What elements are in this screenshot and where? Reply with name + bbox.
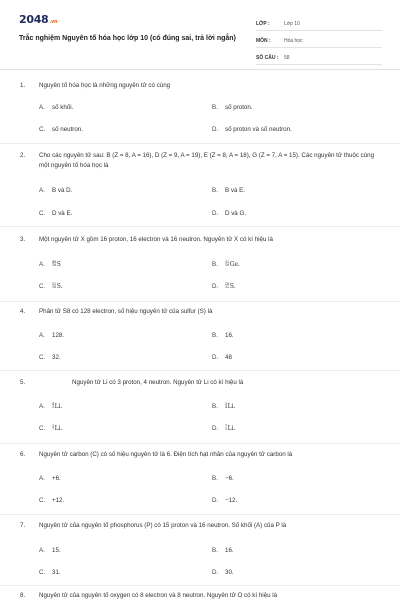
option-letter: D. — [212, 568, 219, 576]
option-c[interactable] — [39, 208, 72, 218]
option-letter: B. — [212, 186, 218, 194]
option-b[interactable] — [212, 473, 234, 483]
option-b[interactable] — [212, 185, 245, 195]
option-letter: A. — [39, 186, 45, 194]
question-divider — [0, 370, 400, 371]
element-symbol: Li. — [227, 424, 236, 432]
option-letter: C. — [39, 424, 46, 432]
option-letter: D. — [212, 282, 219, 290]
option-text: 15. — [52, 546, 61, 554]
question-number: 6. — [20, 451, 26, 458]
option-a[interactable] — [39, 401, 62, 411]
option-d[interactable] — [212, 495, 237, 505]
option-letter: A. — [39, 103, 45, 111]
option-c[interactable] — [39, 124, 83, 134]
meta-key: SỐ CÂU : — [256, 55, 279, 61]
option-text: số proton và số neutron. — [225, 125, 292, 133]
option-letter: D. — [212, 353, 219, 361]
option-text: 31. — [52, 568, 61, 576]
mass-number: 3 — [225, 401, 228, 406]
element-symbol: Li. — [54, 402, 63, 410]
question-number: 1. — [20, 82, 26, 89]
option-d[interactable] — [212, 352, 232, 362]
mass-number: 48 — [52, 259, 57, 264]
option-letter: B. — [212, 402, 218, 410]
meta-row-count — [256, 48, 382, 65]
mass-number: 32 — [52, 281, 57, 286]
question-7 — [20, 521, 385, 531]
atomic-number: 16 — [225, 263, 230, 267]
option-a[interactable] — [39, 259, 61, 269]
meta-row-class — [256, 14, 382, 31]
option-d[interactable] — [212, 281, 236, 291]
atomic-number: 16 — [52, 285, 57, 289]
atomic-number: 4 — [225, 405, 228, 409]
question-divider — [0, 514, 400, 515]
option-d[interactable] — [212, 208, 246, 218]
question-text: Phân tử S8 có 128 electron, số hiệu nguyên tử của sulfur (S) là — [39, 308, 213, 315]
question-5 — [20, 378, 385, 388]
option-letter: D. — [212, 496, 219, 504]
option-letter: C. — [39, 496, 46, 504]
question-text: Cho các nguyên tử sau: B (Z = 8, A = 16), D (Z = 9, A = 19), E (Z = 8, A = 18), G (Z = 7, A = 15). Các nguyên tử thuộc cùng một nguyên tố hóa học là — [39, 152, 375, 169]
option-text: 48 — [225, 353, 232, 361]
question-2 — [20, 151, 385, 171]
question-number: 8. — [20, 592, 26, 599]
meta-key: LỚP : — [256, 21, 270, 27]
question-number: 4. — [20, 308, 26, 315]
question-number: 7. — [20, 522, 26, 529]
question-text: Nguyên tố hóa học là những nguyên tử có cùng — [39, 82, 171, 89]
element-symbol: Li. — [227, 402, 236, 410]
option-text: số neutron. — [52, 125, 83, 133]
meta-value: Lớp 10 — [284, 21, 300, 27]
element-symbol: Li. — [54, 424, 63, 432]
option-b[interactable] — [212, 545, 234, 555]
option-letter: C. — [39, 282, 46, 290]
option-letter: B. — [212, 546, 218, 554]
nuclide-indices — [225, 261, 229, 268]
nuclide-indices — [52, 283, 56, 290]
document-header — [0, 0, 400, 68]
mass-number: 16 — [225, 281, 230, 286]
option-d[interactable] — [212, 124, 292, 134]
site-logo[interactable] — [19, 13, 57, 26]
option-c[interactable] — [39, 567, 61, 577]
option-letter: D. — [212, 424, 219, 432]
atomic-number: 3 — [225, 427, 228, 431]
option-letter: A. — [39, 474, 45, 482]
question-number: 2. — [20, 152, 26, 159]
option-d[interactable] — [212, 423, 235, 433]
question-3 — [20, 235, 385, 245]
nuclide-symbol — [52, 425, 62, 432]
option-letter: A. — [39, 331, 45, 339]
option-letter: C. — [39, 125, 46, 133]
question-text: Nguyên tử carbon (C) có số hiệu nguyên tử là 6. Điện tích hạt nhân của nguyên tử carbon là — [39, 451, 293, 458]
question-4 — [20, 307, 385, 317]
option-a[interactable] — [39, 185, 72, 195]
option-text: +12. — [52, 496, 65, 504]
option-d[interactable] — [212, 567, 234, 577]
option-letter: B. — [212, 103, 218, 111]
option-text: −12. — [225, 496, 238, 504]
question-number: 5. — [20, 379, 26, 386]
element-symbol: S — [56, 260, 61, 268]
question-divider — [0, 585, 400, 586]
question-text: Nguyên tử của nguyên tố phosphorus (P) có 15 proton và 16 neutron. Số khối (A) của P là — [39, 522, 287, 529]
option-c[interactable] — [39, 423, 62, 433]
option-letter: D. — [212, 125, 219, 133]
option-a[interactable] — [39, 330, 64, 340]
option-a[interactable] — [39, 545, 61, 555]
question-text: Nguyên tử Li có 3 proton, 4 neutron. Nguyên tử Li có kí hiệu là — [72, 379, 244, 386]
question-text: Một nguyên tử X gồm 16 proton, 16 electron và 16 neutron. Nguyên tử X có kí hiệu là — [39, 236, 273, 243]
meta-key: MÔN : — [256, 38, 271, 44]
option-letter: B. — [212, 260, 218, 268]
logo-text: 2048 — [19, 13, 49, 26]
option-text: D và E. — [52, 209, 73, 217]
option-letter: C. — [39, 209, 46, 217]
option-text: 16. — [225, 331, 234, 339]
option-text: B và D. — [52, 186, 73, 194]
nuclide-symbol — [225, 425, 235, 432]
option-text: D và G. — [225, 209, 246, 217]
option-text: +6. — [52, 474, 61, 482]
question-divider — [0, 301, 400, 302]
header-divider — [0, 69, 400, 70]
option-text: B và E. — [225, 186, 245, 194]
nuclide-symbol — [52, 261, 61, 268]
question-divider — [0, 143, 400, 144]
option-letter: A. — [39, 546, 45, 554]
atomic-number: 32 — [225, 285, 230, 289]
question-8 — [20, 591, 385, 600]
question-divider — [0, 443, 400, 444]
option-letter: A. — [39, 402, 45, 410]
option-c[interactable] — [39, 495, 64, 505]
option-text: số proton. — [225, 103, 253, 111]
option-text: 128. — [52, 331, 65, 339]
meta-info — [256, 14, 382, 65]
nuclide-symbol — [52, 403, 62, 410]
option-c[interactable] — [39, 281, 63, 291]
option-a[interactable] — [39, 102, 73, 112]
option-letter: D. — [212, 209, 219, 217]
meta-value: Hóa học — [284, 38, 303, 44]
option-b[interactable] — [212, 102, 253, 112]
question-number: 3. — [20, 236, 26, 243]
mass-number: 7 — [225, 423, 228, 428]
question-text: Nguyên tử của nguyên tố oxygen có 8 electron và 8 neutron. Nguyên tử O có kí hiệu là — [39, 592, 278, 599]
option-letter: B. — [212, 331, 218, 339]
option-letter: C. — [39, 353, 46, 361]
question-1 — [20, 81, 385, 91]
mass-number: 32 — [225, 259, 230, 264]
element-symbol: Ge. — [229, 260, 240, 268]
option-b[interactable] — [212, 259, 240, 269]
mass-number: 4 — [52, 401, 55, 406]
logo-suffix: .vn — [49, 19, 58, 25]
question-6 — [20, 450, 385, 460]
nuclide-symbol — [52, 283, 63, 290]
option-b[interactable] — [212, 330, 234, 340]
nuclide-symbol — [225, 403, 235, 410]
nuclide-symbol — [225, 261, 240, 268]
option-text: −6. — [225, 474, 234, 482]
atomic-number: 16 — [52, 263, 57, 267]
page-title: Trắc nghiệm Nguyên tố hóa học lớp 10 (có đúng sai, trả lời ngắn) — [19, 35, 236, 42]
mass-number: 3 — [52, 423, 55, 428]
option-a[interactable] — [39, 473, 61, 483]
element-symbol: S. — [56, 282, 63, 290]
meta-row-subject — [256, 31, 382, 48]
nuclide-indices — [225, 283, 229, 290]
option-letter: B. — [212, 474, 218, 482]
option-b[interactable] — [212, 401, 235, 411]
nuclide-symbol — [225, 283, 236, 290]
element-symbol: S. — [229, 282, 236, 290]
option-text: 32. — [52, 353, 61, 361]
meta-value: 58 — [284, 55, 290, 61]
nuclide-indices — [52, 261, 56, 268]
option-letter: A. — [39, 260, 45, 268]
option-text: 16. — [225, 546, 234, 554]
option-text: số khối. — [52, 103, 74, 111]
option-letter: C. — [39, 568, 46, 576]
option-text: 30. — [225, 568, 234, 576]
atomic-number: 3 — [52, 405, 55, 409]
question-divider — [0, 226, 400, 227]
option-c[interactable] — [39, 352, 61, 362]
atomic-number: 7 — [52, 427, 55, 431]
